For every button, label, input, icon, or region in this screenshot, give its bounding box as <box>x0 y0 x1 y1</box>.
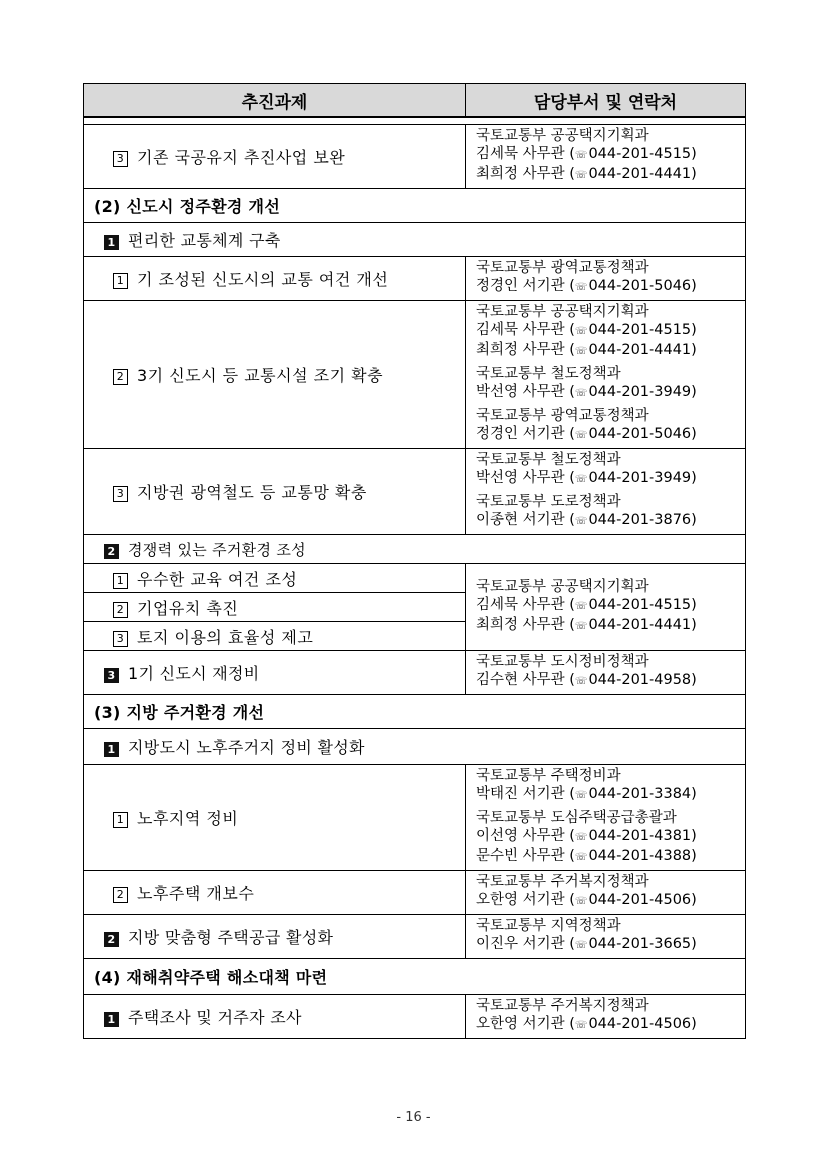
table-row: 3 토지 이용의 효율성 제고 <box>84 622 746 651</box>
section-title: (2) 신도시 정주환경 개선 <box>84 189 746 223</box>
table-row: 1 노후지역 정비 국토교통부 주택정비과 박태진 서기관 (☏044-201-3384) 국토교통부 도심주택공급총괄과 이선영 사무관 (☏044-201-4381) 문수빈 사무관 (☏044-201-4388) <box>84 765 746 871</box>
filled-number-box: 3 <box>104 668 119 683</box>
phone-icon: ☏ <box>574 896 588 907</box>
phone-icon: ☏ <box>574 832 588 843</box>
contact-cell: 국토교통부 공공택지기획과 김세묵 사무관 (☏044-201-4515) 최희정 사무관 (☏044-201-4441) <box>466 125 746 189</box>
phone-icon: ☏ <box>574 676 588 687</box>
table-row: 2 3기 신도시 등 교통시설 조기 확충 국토교통부 공공택지기획과 김세묵 사무관 (☏044-201-4515) 최희정 사무관 (☏044-201-4441) 국토교통부 철도정책과 박선영 사무관 (☏044-201-3949) 국토교통부 광역교통정책과 정경인 서기관 (☏044-201-5046) <box>84 301 746 449</box>
table-row: 2 노후주택 개보수 국토교통부 주거복지정책과 오한영 서기관 (☏044-201-4506) <box>84 871 746 915</box>
phone-icon: ☏ <box>574 326 588 337</box>
phone-icon: ☏ <box>574 150 588 161</box>
task-label: 기존 국공유지 추진사업 보완 <box>137 148 346 167</box>
section-row <box>84 695 746 729</box>
table-row: 3 지방권 광역철도 등 교통망 확충 국토교통부 철도정책과 박선영 사무관 (☏044-201-3949) 국토교통부 도로정책과 이종현 서기관 (☏044-201-3876) <box>84 449 746 535</box>
table-row: 1 기 조성된 신도시의 교통 여건 개선 국토교통부 광역교통정책과 정경인 서기관 (☏044-201-5046) <box>84 257 746 301</box>
filled-number-box: 1 <box>104 235 119 250</box>
phone-icon: ☏ <box>574 346 588 357</box>
table-row: 2 지방 맞춤형 주택공급 활성화 국토교통부 지역정책과 이진우 서기관 (☏044-201-3665) <box>84 915 746 959</box>
phone-icon: ☏ <box>574 430 588 441</box>
filled-number-box: 2 <box>104 544 119 559</box>
subsection-row: 1 편리한 교통체계 구축 <box>84 223 746 257</box>
phone-icon: ☏ <box>574 1020 588 1031</box>
section-row <box>84 959 746 995</box>
section-row <box>84 189 746 223</box>
section-title: (4) 재해취약주택 해소대책 마련 <box>84 959 746 995</box>
subsection-row: 1 지방도시 노후주거지 정비 활성화 <box>84 729 746 765</box>
header-contact: 담당부서 및 연락처 <box>466 84 746 118</box>
phone-icon: ☏ <box>574 940 588 951</box>
table-row: 1 주택조사 및 거주자 조사 국토교통부 주거복지정책과 오한영 서기관 (☏044-201-4506) <box>84 995 746 1039</box>
phone-icon: ☏ <box>574 852 588 863</box>
spacer-row <box>84 117 746 125</box>
phone-icon: ☏ <box>574 282 588 293</box>
phone-icon: ☏ <box>574 790 588 801</box>
task-contact-table <box>83 83 746 1039</box>
filled-number-box: 1 <box>104 742 119 757</box>
phone-icon: ☏ <box>574 516 588 527</box>
table-row: 3 1기 신도시 재정비 국토교통부 도시정비정책과 김수현 사무관 (☏044-201-4958) <box>84 651 746 695</box>
phone-icon: ☏ <box>574 388 588 399</box>
number-box: 3 <box>113 151 128 167</box>
filled-number-box: 1 <box>104 1012 119 1027</box>
phone-icon: ☏ <box>574 170 588 181</box>
table-row <box>84 125 746 189</box>
table-row: 1 우수한 교육 여건 조성 국토교통부 공공택지기획과 김세묵 사무관 (☏044-201-4515) 최희정 사무관 (☏044-201-4441) <box>84 564 746 593</box>
phone-icon: ☏ <box>574 600 588 612</box>
phone-icon: ☏ <box>574 474 588 485</box>
page-number: - 16 - <box>396 1110 431 1125</box>
phone-icon: ☏ <box>574 620 588 632</box>
table-row: 2 기업유치 촉진 <box>84 593 746 622</box>
filled-number-box: 2 <box>104 932 119 947</box>
header-task: 추진과제 <box>84 84 466 118</box>
section-title: (3) 지방 주거환경 개선 <box>84 695 746 729</box>
subsection-row: 2 경쟁력 있는 주거환경 조성 <box>84 535 746 564</box>
